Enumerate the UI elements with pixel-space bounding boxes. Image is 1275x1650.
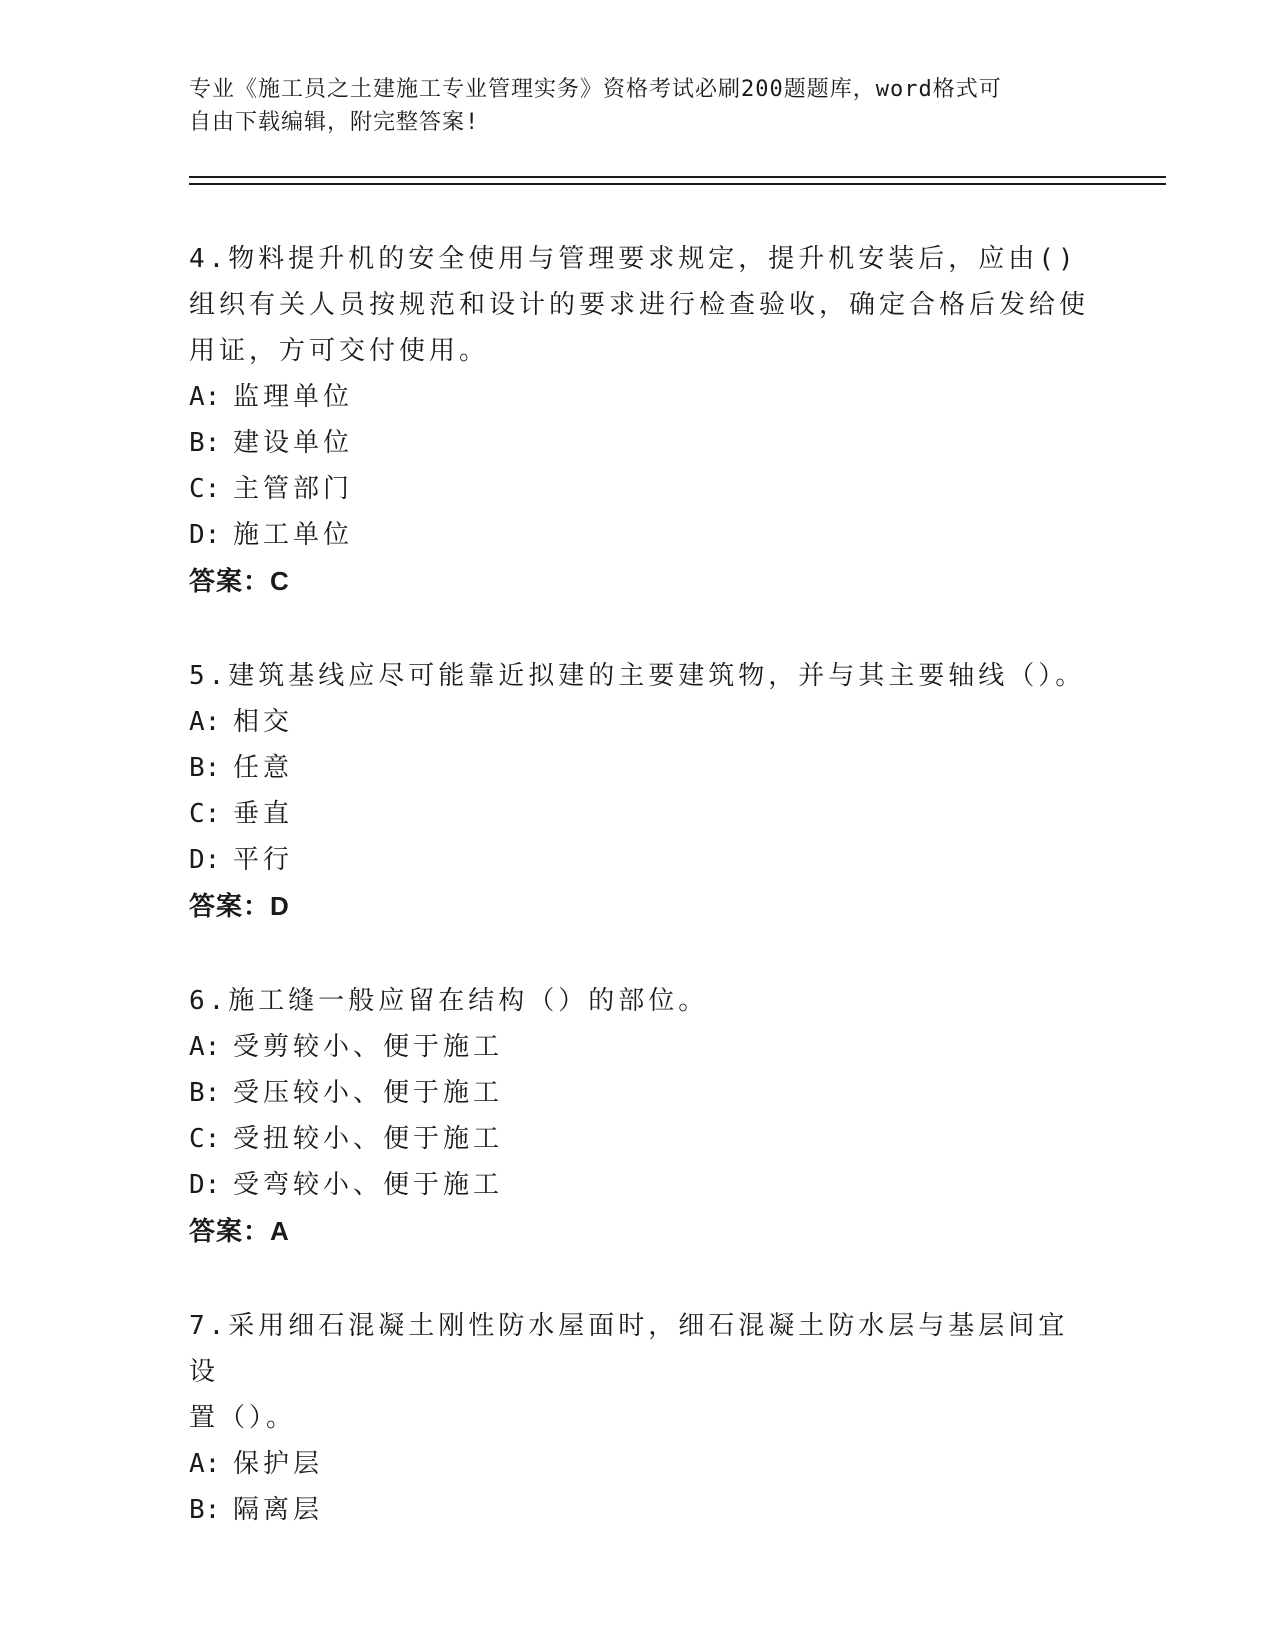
option-letter: A: bbox=[189, 1032, 221, 1062]
question-stem-line: 置（）。 bbox=[189, 1403, 297, 1433]
question-stem bbox=[189, 236, 1089, 374]
document-header bbox=[189, 73, 1089, 139]
option-letter: C: bbox=[189, 1124, 221, 1154]
option-text: 垂直 bbox=[233, 799, 294, 829]
question-6 bbox=[189, 978, 1089, 1254]
header-line-2: 自由下载编辑，附完整答案! bbox=[189, 110, 480, 135]
option-d bbox=[189, 512, 1089, 558]
option-letter: A: bbox=[189, 707, 221, 737]
question-stem-line: 4.物料提升机的安全使用与管理要求规定，提升机安装后，应由() bbox=[189, 244, 1078, 274]
option-b bbox=[189, 1487, 1089, 1533]
answer-line: 答案：C bbox=[189, 566, 290, 596]
option-text: 施工单位 bbox=[233, 520, 354, 550]
option-letter: C: bbox=[189, 799, 221, 829]
header-rule-bottom bbox=[189, 183, 1166, 185]
option-text: 受压较小、便于施工 bbox=[233, 1078, 504, 1108]
option-letter: A: bbox=[189, 1449, 221, 1479]
question-stem-line: 组织有关人员按规范和设计的要求进行检查验收，确定合格后发给使 bbox=[189, 290, 1090, 320]
option-a bbox=[189, 1024, 1089, 1070]
option-text: 保护层 bbox=[233, 1449, 324, 1479]
option-c bbox=[189, 1116, 1089, 1162]
option-letter: B: bbox=[189, 1078, 221, 1108]
option-d bbox=[189, 1162, 1089, 1208]
option-b bbox=[189, 420, 1089, 466]
question-5 bbox=[189, 653, 1089, 929]
option-letter: C: bbox=[189, 474, 221, 504]
option-text: 建设单位 bbox=[233, 428, 354, 458]
option-letter: B: bbox=[189, 1495, 221, 1525]
question-stem-line: 5.建筑基线应尽可能靠近拟建的主要建筑物，并与其主要轴线（）。 bbox=[189, 661, 1086, 691]
option-b bbox=[189, 745, 1089, 791]
question-stem bbox=[189, 653, 1089, 699]
question-stem-line: 用证，方可交付使用。 bbox=[189, 336, 490, 366]
option-d bbox=[189, 837, 1089, 883]
option-a bbox=[189, 374, 1089, 420]
option-letter: A: bbox=[189, 382, 221, 412]
option-text: 隔离层 bbox=[233, 1495, 324, 1525]
question-4 bbox=[189, 236, 1089, 604]
answer-line: 答案：A bbox=[189, 1216, 290, 1246]
option-text: 受剪较小、便于施工 bbox=[233, 1032, 504, 1062]
option-letter: B: bbox=[189, 428, 221, 458]
header-rule-top bbox=[189, 176, 1166, 178]
header-line-1: 专业《施工员之土建施工专业管理实务》资格考试必刷200题题库，word格式可 bbox=[189, 77, 1002, 102]
question-stem-line: 6.施工缝一般应留在结构（）的部位。 bbox=[189, 986, 709, 1016]
question-stem bbox=[189, 978, 1089, 1024]
option-text: 平行 bbox=[233, 845, 294, 875]
option-text: 受弯较小、便于施工 bbox=[233, 1170, 504, 1200]
option-a bbox=[189, 699, 1089, 745]
option-letter: D: bbox=[189, 845, 221, 875]
option-letter: D: bbox=[189, 520, 221, 550]
option-c bbox=[189, 466, 1089, 512]
answer-line: 答案：D bbox=[189, 891, 290, 921]
option-b bbox=[189, 1070, 1089, 1116]
question-list bbox=[189, 236, 1089, 1582]
option-text: 任意 bbox=[233, 753, 294, 783]
option-letter: D: bbox=[189, 1170, 221, 1200]
option-text: 监理单位 bbox=[233, 382, 354, 412]
option-text: 相交 bbox=[233, 707, 294, 737]
option-a bbox=[189, 1441, 1089, 1487]
question-stem-line: 7.采用细石混凝土刚性防水屋面时，细石混凝土防水层与基层间宜设 bbox=[189, 1311, 1069, 1387]
option-letter: B: bbox=[189, 753, 221, 783]
question-7 bbox=[189, 1303, 1089, 1533]
question-stem bbox=[189, 1303, 1089, 1441]
option-text: 主管部门 bbox=[233, 474, 354, 504]
option-c bbox=[189, 791, 1089, 837]
option-text: 受扭较小、便于施工 bbox=[233, 1124, 504, 1154]
